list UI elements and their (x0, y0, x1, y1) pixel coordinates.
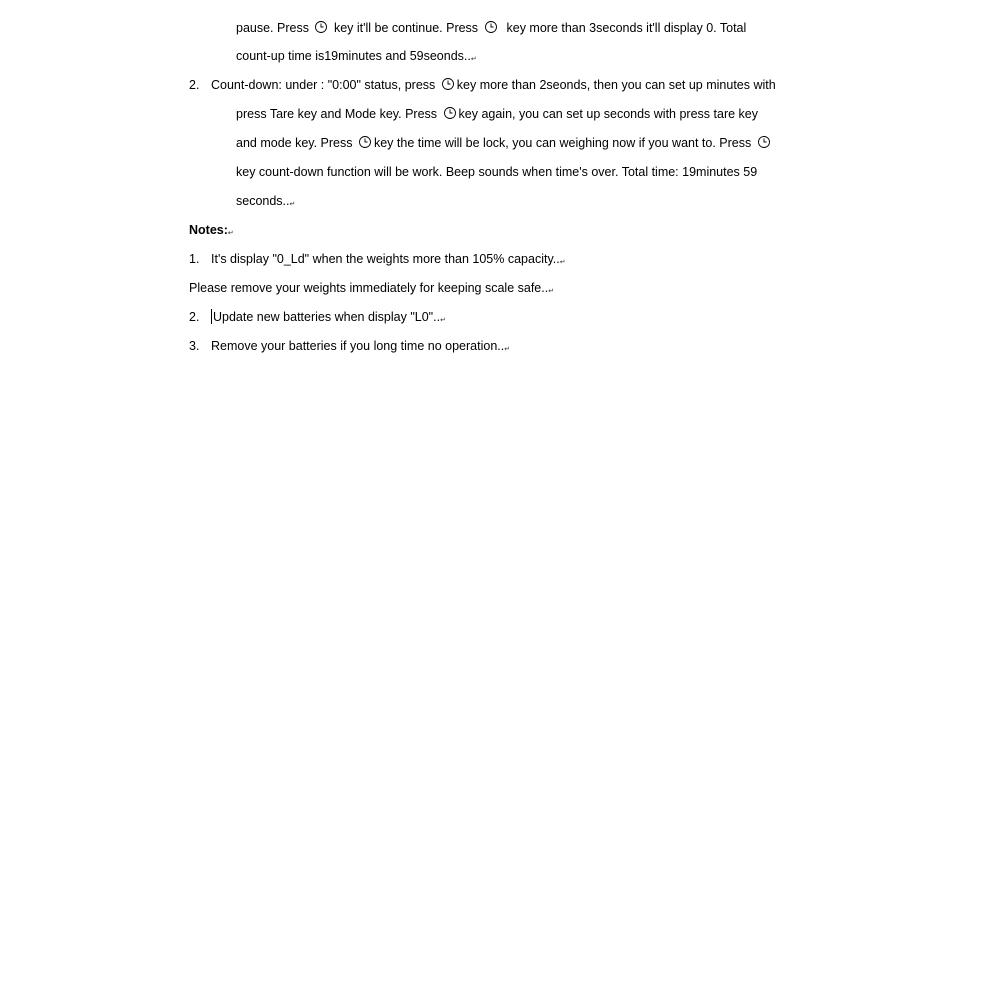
text-run: seconds.. (236, 194, 290, 208)
clock-icon (484, 20, 498, 34)
heading-text: Notes: (189, 223, 228, 237)
text-cursor (211, 309, 212, 324)
clock-icon (314, 20, 328, 34)
text-run: key more than 2seonds, then you can set up minutes with (456, 78, 776, 92)
list-item-text[interactable]: Update new batteries when display "L0".. (213, 310, 441, 324)
paragraph-text: Please remove your weights immediately for keeping scale safe.. (189, 281, 549, 295)
text-run: key again, you can set up seconds with press tare key (458, 107, 758, 121)
text-run: key count-down function will be work. Beep sounds when time's over. Total time: 19minutes 59 (236, 165, 758, 179)
text-line (211, 77, 776, 93)
paragraph-mark: ↵ (227, 230, 234, 237)
paragraph-mark: ↵ (470, 56, 477, 63)
clock-icon (358, 135, 372, 149)
text-line (236, 48, 477, 64)
text-run: key the time will be lock, you can weighing now if you want to. Press (373, 136, 752, 150)
text-line (236, 135, 773, 151)
clock-icon (441, 77, 455, 91)
paragraph-mark: ↵ (289, 201, 296, 208)
list-item-text: Remove your batteries if you long time no operation.. (211, 339, 505, 353)
list-item-text: It's display "0_Ld" when the weights more than 105% capacity.. (211, 252, 560, 266)
text-line (236, 20, 746, 36)
text-run: key it'll be continue. Press (333, 21, 479, 35)
paragraph-mark: ↵ (559, 259, 566, 266)
list-item (211, 251, 566, 267)
list-item (211, 338, 510, 354)
text-run: key more than 3seconds it'll display 0. Total (506, 21, 747, 35)
paragraph (189, 280, 554, 296)
text-run: pause. Press (236, 21, 309, 35)
list-number: 2. (189, 310, 200, 324)
text-line (236, 193, 295, 209)
list-number: 1. (189, 252, 200, 266)
list-item[interactable] (211, 309, 446, 325)
notes-heading (189, 222, 234, 238)
paragraph-mark: ↵ (440, 317, 446, 324)
list-number: 2. (189, 78, 200, 92)
text-run: count-up time is19minutes and 59seonds.. (236, 49, 471, 63)
clock-icon (443, 106, 457, 120)
text-line (236, 164, 757, 180)
paragraph-mark: ↵ (504, 346, 511, 353)
clock-icon (757, 135, 771, 149)
text-run: press Tare key and Mode key. Press (236, 107, 438, 121)
list-number: 3. (189, 339, 200, 353)
text-line (236, 106, 758, 122)
text-run: and mode key. Press (236, 136, 353, 150)
paragraph-mark: ↵ (548, 288, 555, 295)
text-run: Count-down: under : "0:00" status, press (211, 78, 436, 92)
